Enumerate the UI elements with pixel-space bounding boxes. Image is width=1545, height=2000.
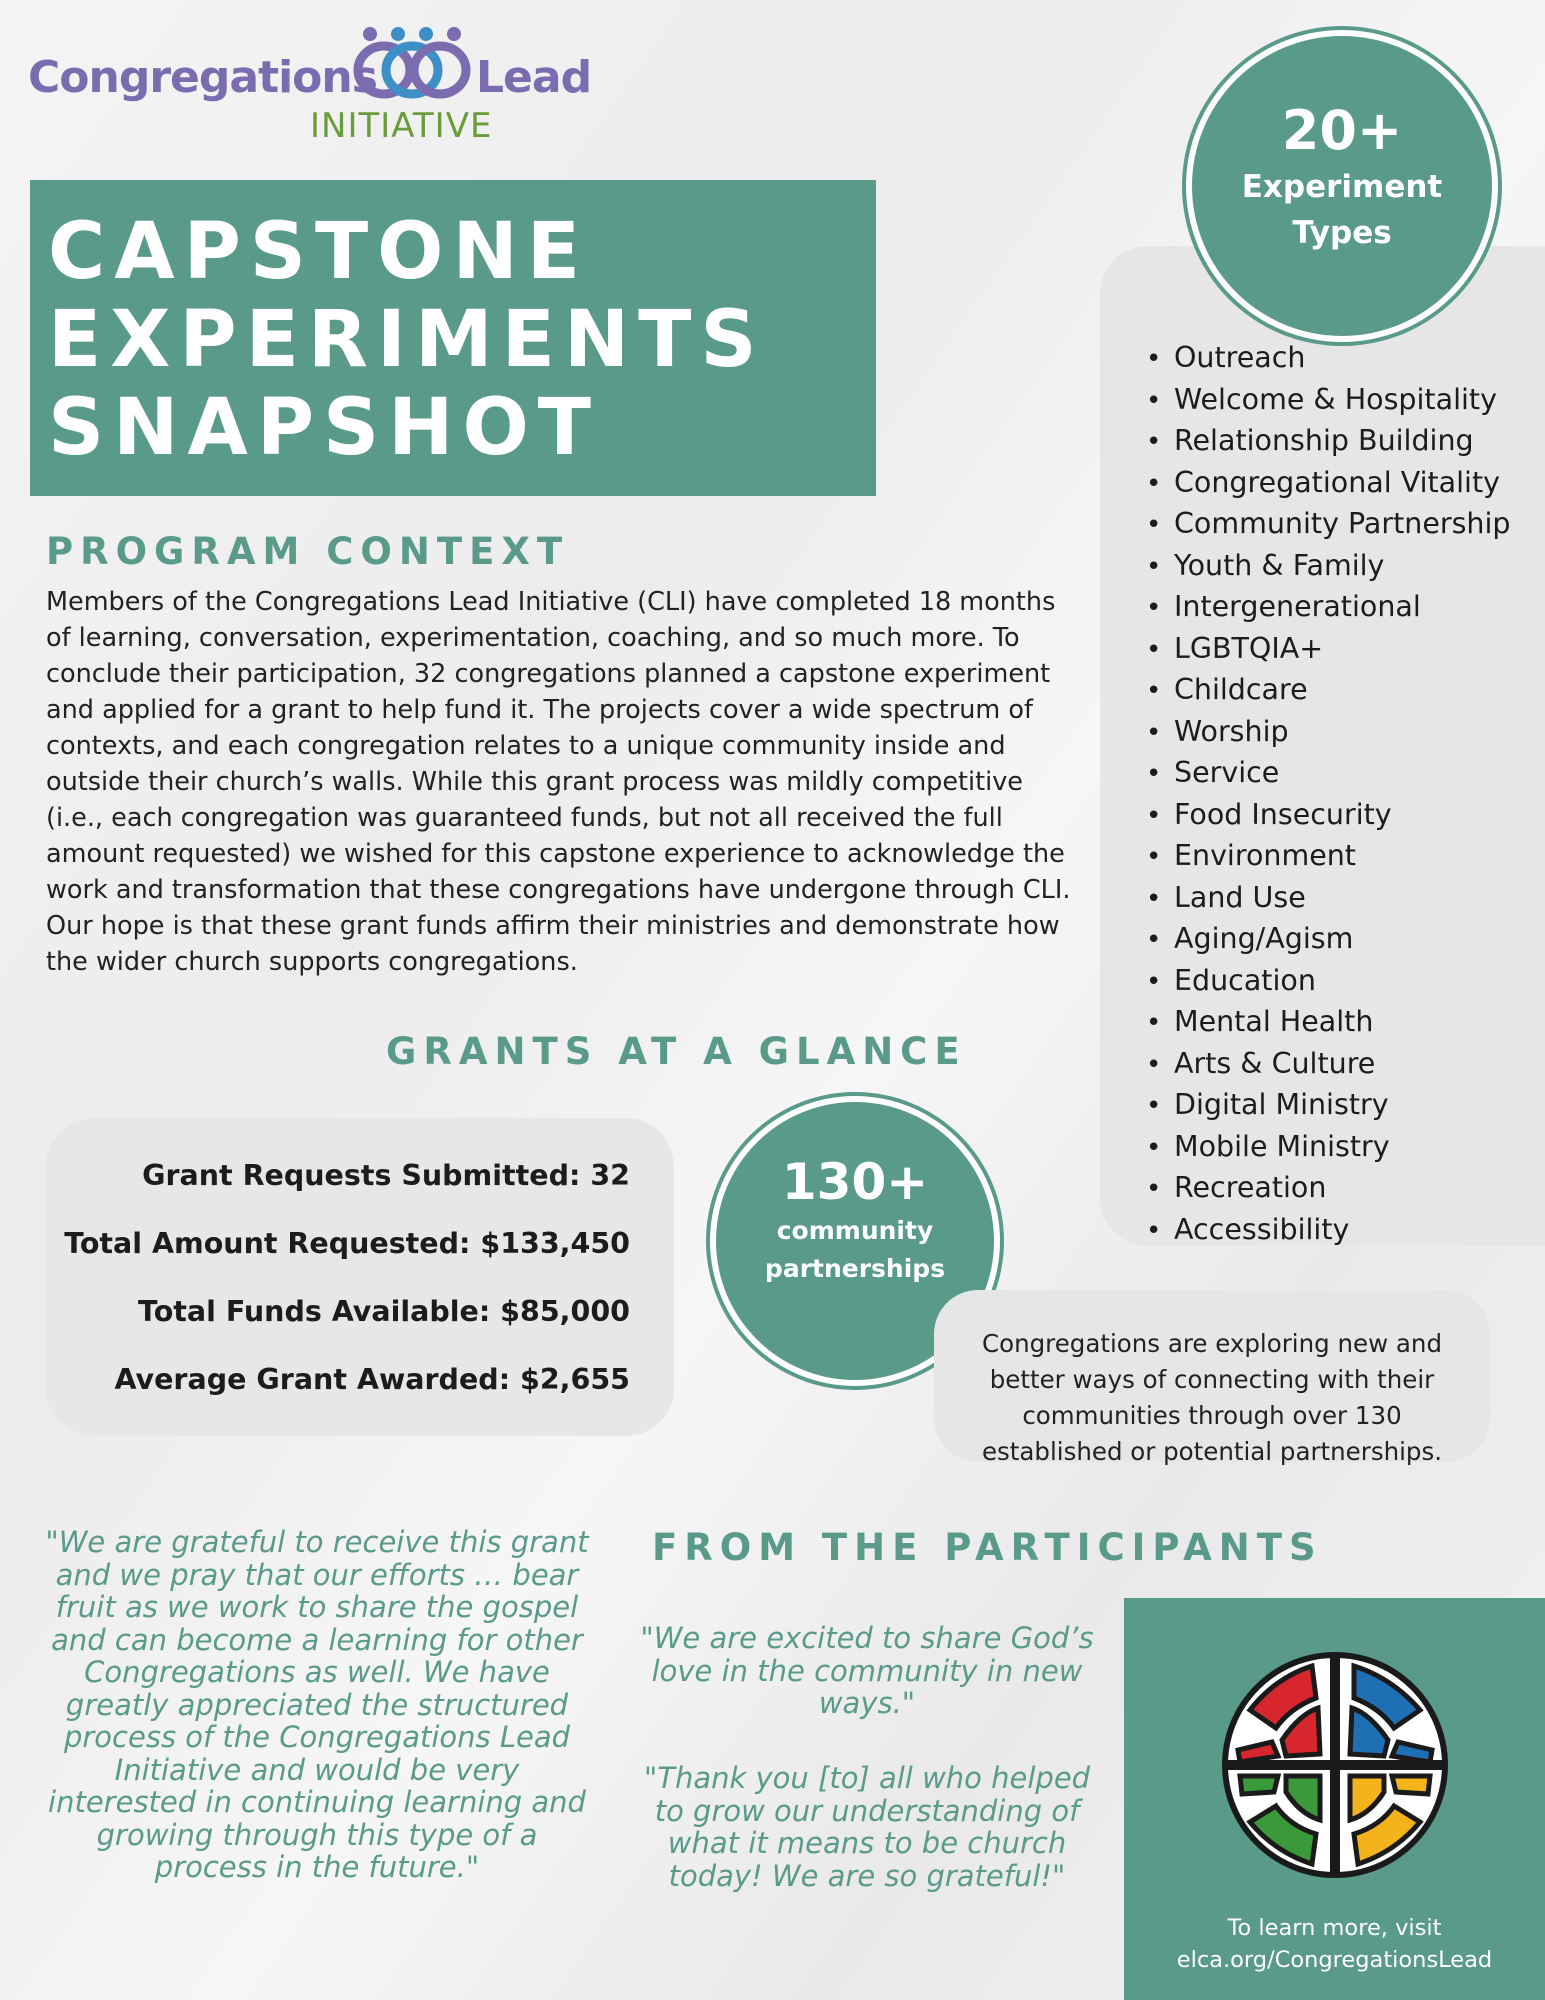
- list-item: • Arts & Culture: [1146, 1044, 1511, 1086]
- partnerships-number: 130+: [781, 1153, 929, 1211]
- grant-requests-submitted: Grant Requests Submitted: 32: [142, 1159, 630, 1192]
- list-item: • Relationship Building: [1146, 421, 1511, 463]
- partnerships-note: Congregations are exploring new and better ways of connecting with their communities through over 130 established or potential partnerships.: [934, 1290, 1490, 1462]
- quote-left: "We are grateful to receive this grant and we pray that our efforts … bear fruit as we work to share the gospel and can become a learning for other Congregations as well. We have greatly appreciated the structured process of the Congregations Lead Initiative and would be very interested in continuing learning and growing through this type of a process in the future.": [45, 1525, 589, 1884]
- logo-subtitle: INITIATIVE: [310, 106, 493, 146]
- list-item: • Outreach: [1146, 338, 1511, 380]
- list-item: • Environment: [1146, 836, 1511, 878]
- page-title: [30, 180, 876, 496]
- list-item: • Accessibility: [1146, 1210, 1511, 1252]
- elca-cross-globe-icon: [1220, 1650, 1450, 1880]
- list-item: • Community Partnership: [1146, 504, 1511, 546]
- title-line-2: EXPERIMENTS: [48, 295, 766, 385]
- list-item: • Service: [1146, 753, 1511, 795]
- list-item: • Mental Health: [1146, 1002, 1511, 1044]
- list-item: • Youth & Family: [1146, 546, 1511, 588]
- average-grant-awarded: Average Grant Awarded: $2,655: [114, 1363, 630, 1396]
- list-item: • Childcare: [1146, 670, 1511, 712]
- learn-more-url[interactable]: elca.org/CongregationsLead: [1176, 1947, 1493, 1973]
- list-item: • Worship: [1146, 712, 1511, 754]
- list-item: • Food Insecurity: [1146, 795, 1511, 837]
- list-item: • Recreation: [1146, 1168, 1511, 1210]
- list-item: • Intergenerational: [1146, 587, 1511, 629]
- experiment-types-badge: [1192, 36, 1492, 336]
- partnerships-label-2: partnerships: [764, 1254, 946, 1283]
- logo-word-lead: Lead: [476, 52, 592, 103]
- total-amount-requested: Total Amount Requested: $133,450: [64, 1227, 630, 1260]
- grants-card: [46, 1118, 674, 1436]
- list-item: • LGBTQIA+: [1146, 629, 1511, 671]
- program-context-body: Members of the Congregations Lead Initiative (CLI) have completed 18 months of learning, conversation, experimentation, coaching, and so much more. To conclude their participation, 32 congregations planned a capstone experiment and applied for a grant to help fund it. The projects cover a wide spectrum of contexts, and each congregation relates to a unique community inside and outside their church’s walls. While this grant process was mildly competitive (i.e., each congregation was guaranteed funds, but not all received the full amount requested) we wished for this capstone experience to acknowledge the work and transformation that these congregations have undergone through CLI. Our hope is that these grant funds affirm their ministries and demonstrate how the wider church supports congregations.: [46, 587, 1071, 977]
- cli-logo: [28, 24, 598, 144]
- partnerships-label-1: community: [776, 1216, 934, 1245]
- experiment-types-label-2: Types: [1292, 215, 1392, 251]
- list-item: • Welcome & Hospitality: [1146, 380, 1511, 422]
- participants-heading: FROM THE PARTICIPANTS: [652, 1526, 1323, 1569]
- grants-heading: GRANTS AT A GLANCE: [386, 1030, 967, 1073]
- learn-more-box: [1124, 1598, 1545, 2000]
- list-item: • Land Use: [1146, 878, 1511, 920]
- list-item: • Congregational Vitality: [1146, 463, 1511, 505]
- list-item: • Digital Ministry: [1146, 1085, 1511, 1127]
- quote-middle-2: "Thank you [to] all who helped to grow our understanding of what it means to be church today! We are so grateful!": [643, 1761, 1091, 1893]
- quote-middle-1: "We are excited to share God’s love in the community in new ways.": [640, 1621, 1094, 1720]
- list-item: • Education: [1146, 961, 1511, 1003]
- people-circles-icon: [350, 24, 480, 104]
- experiment-types-number: 20+: [1281, 99, 1403, 162]
- experiment-types-label-1: Experiment: [1241, 169, 1443, 205]
- program-context-heading: PROGRAM CONTEXT: [46, 530, 570, 573]
- title-line-3: SNAPSHOT: [48, 383, 600, 473]
- title-line-1: CAPSTONE: [48, 207, 590, 297]
- total-funds-available: Total Funds Available: $85,000: [138, 1295, 630, 1328]
- logo-word-congregations: Congregations: [28, 52, 377, 103]
- experiment-types-list: [1146, 338, 1511, 1251]
- learn-more-label: To learn more, visit: [1227, 1915, 1442, 1941]
- list-item: • Aging/Agism: [1146, 919, 1511, 961]
- list-item: • Mobile Ministry: [1146, 1127, 1511, 1169]
